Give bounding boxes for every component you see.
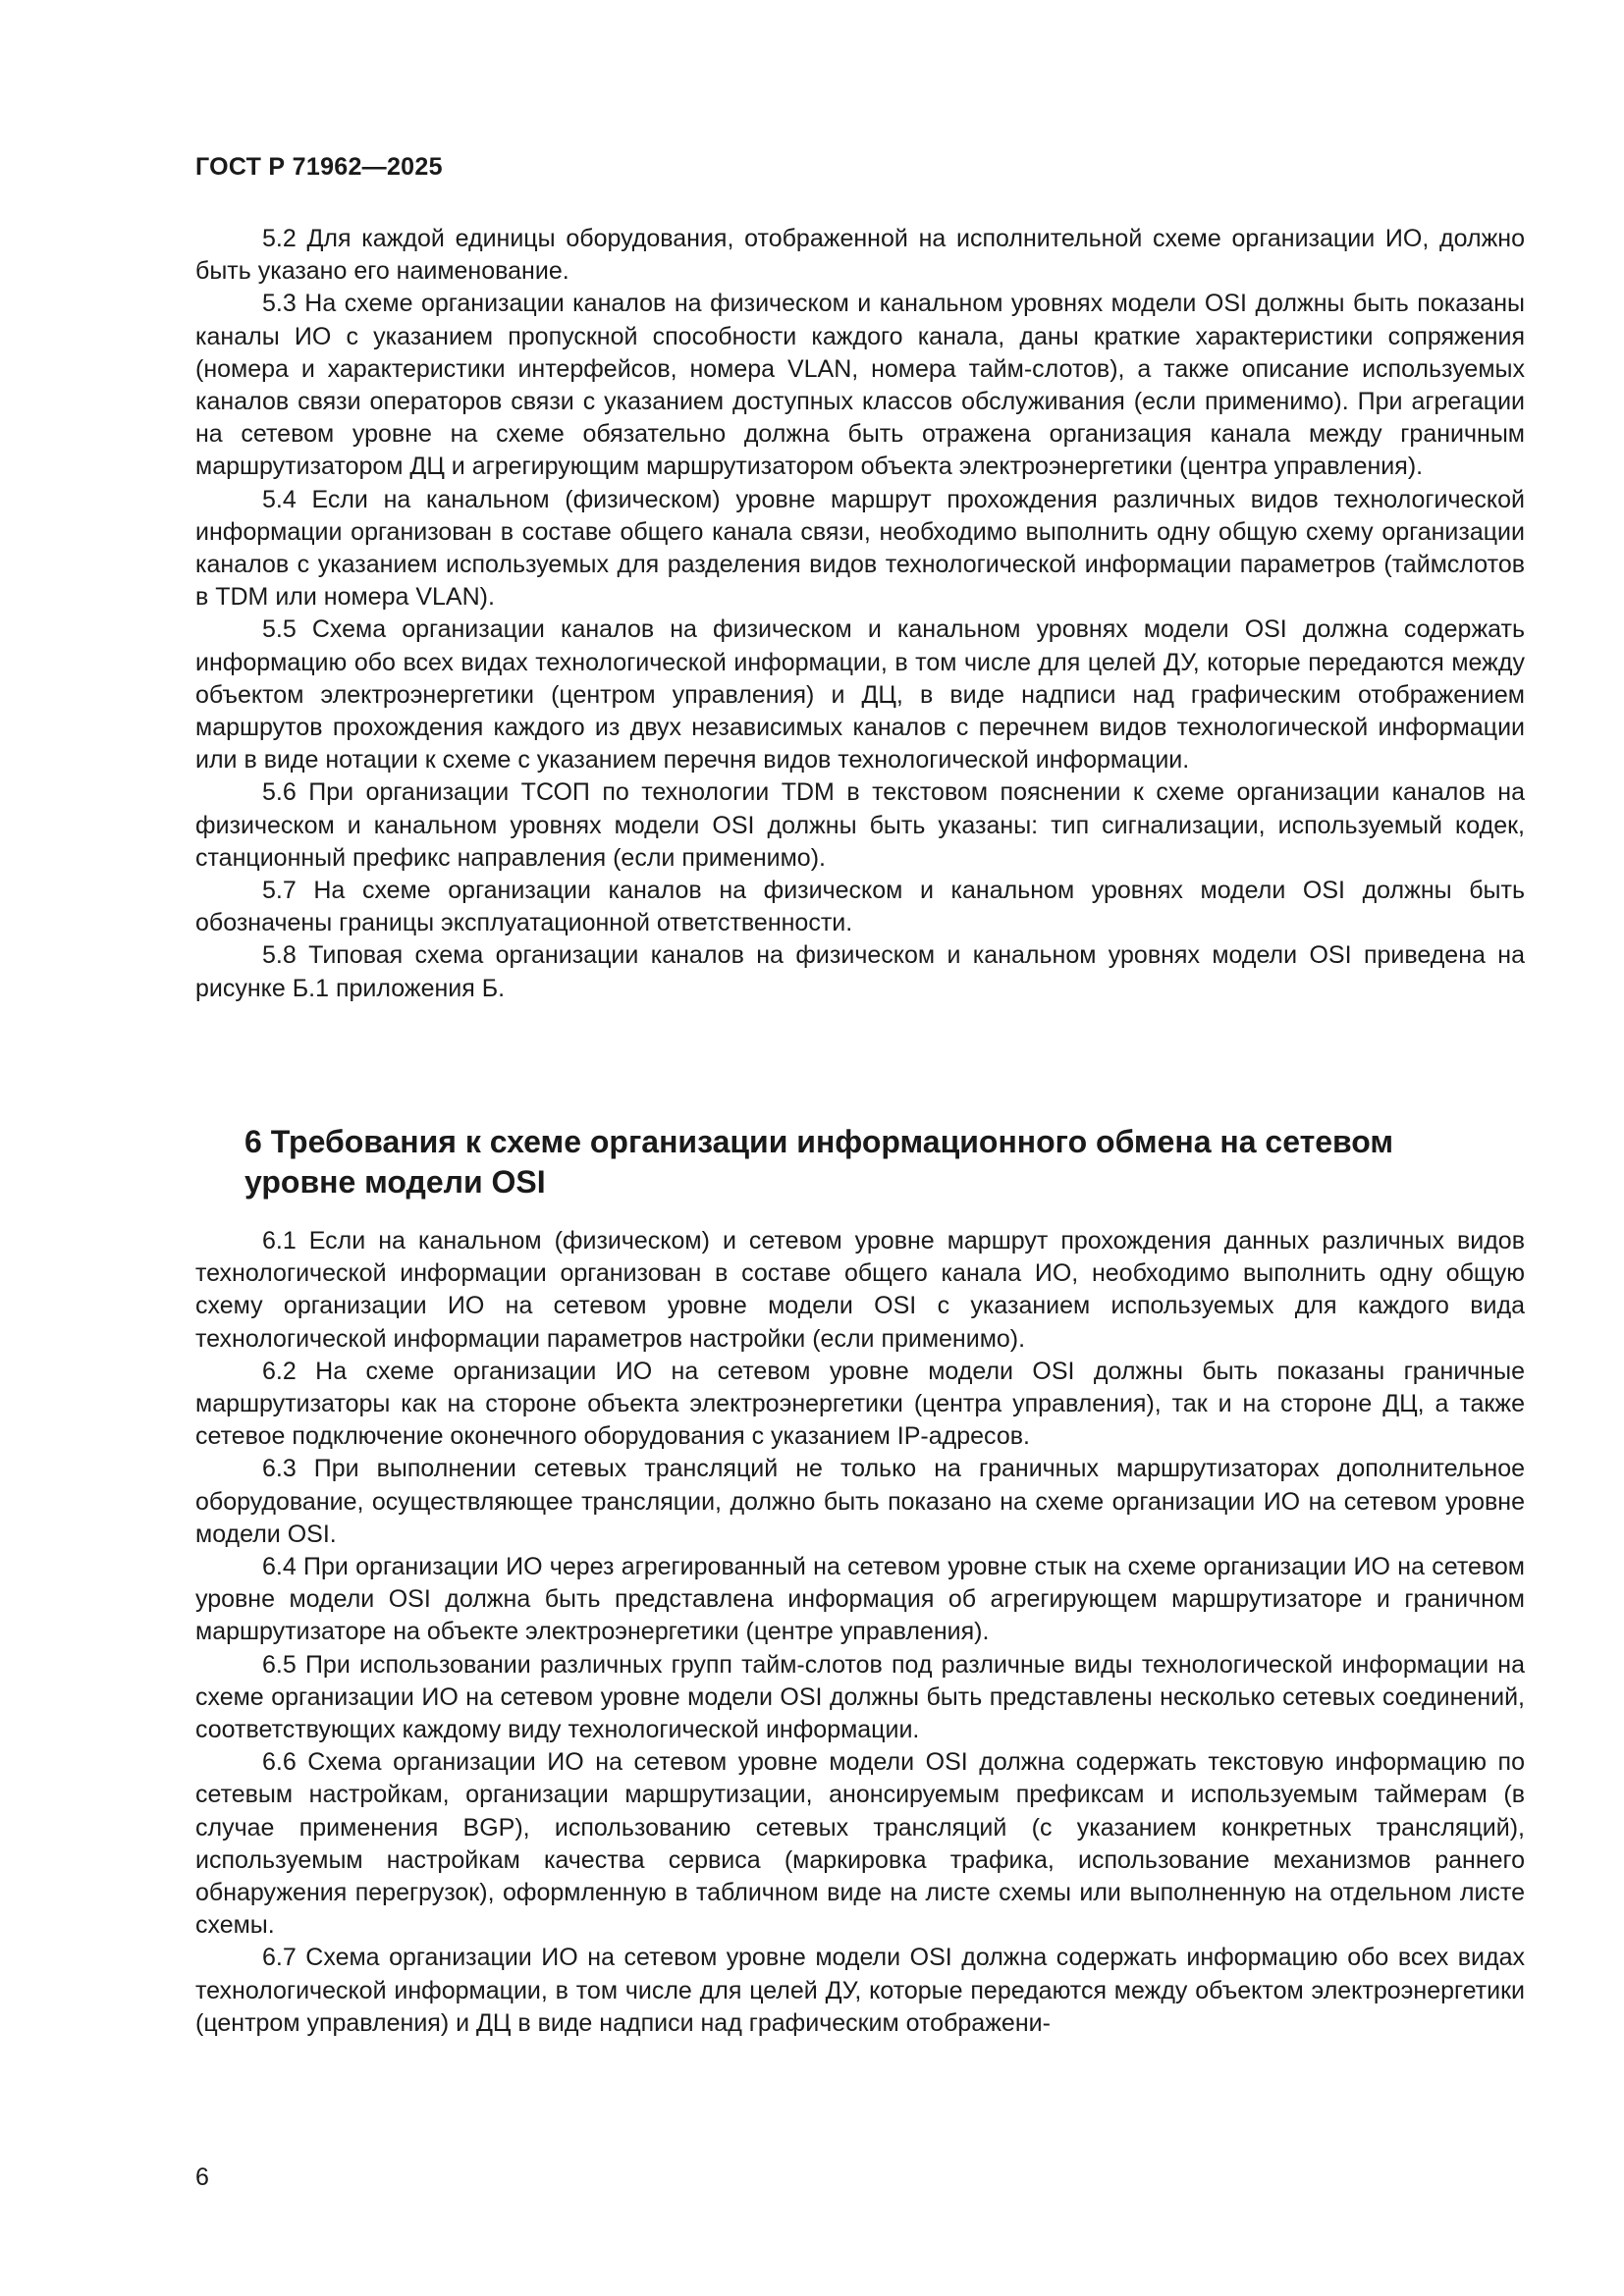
paragraph-6-3: 6.3 При выполнении сетевых трансляций не только на граничных маршрутизаторах дополнительное оборудование, осуществляющее трансляции, должно быть показано на схеме организации ИО на сетевом уровне модели OSI. [195,1455,1525,1548]
paragraph-5-7: 5.7 На схеме организации каналов на физическом и канальном уровнях модели OSI должны быть обозначены границы эксплуатационной ответственности. [195,877,1525,937]
paragraph-5-5: 5.5 Схема организации каналов на физическом и канальном уровнях модели OSI должна содержать информацию обо всех видах технологической информации, в том числе для целей ДУ, которые передаются между объектом электроэнергетики (центром управления) и ДЦ, в виде надписи над графическим отображением маршрутов прохождения каждого из двух независимых каналов с перечнем видов технологической информации или в виде нотации к схеме с указанием перечня видов технологической информации. [195,615,1525,774]
paragraph-6-1: 6.1 Если на канальном (физическом) и сетевом уровне маршрут прохождения данных различных видов технологической информации организован в составе общего канала ИО, необходимо выполнить одну общую схему организации ИО на сетевом уровне модели OSI с указанием используемых для каждого вида технологической информации параметров настройки (если применимо). [195,1227,1525,1353]
paragraph-5-8: 5.8 Типовая схема организации каналов на физическом и канальном уровнях модели OSI приведена на рисунке Б.1 приложения Б. [195,941,1525,1002]
paragraph-5-2: 5.2 Для каждой единицы оборудования, отображенной на исполнительной схеме организации ИО, должно быть указано его наименование. [195,225,1525,286]
paragraph-5-4: 5.4 Если на канальном (физическом) уровне маршрут прохождения различных видов технологической информации организован в составе общего канала связи, необходимо выполнить одну общую схему организации каналов с указанием используемых для разделения видов технологической информации параметров (таймслотов в TDM или номера VLAN). [195,485,1525,612]
paragraph-5-3: 5.3 На схеме организации каналов на физическом и канальном уровнях модели OSI должны быть показаны каналы ИО с указанием пропускной способности каждого канала, даны краткие характеристики сопряжения (номера и характеристики интерфейсов, номера VLAN, номера тайм-слотов), а также описание используемых каналов связи операторов связи с указанием доступных классов обслуживания (если применимо). При агрегации на сетевом уровне на схеме обязательно должна быть отражена организация канала между граничным маршрутизатором ДЦ и агрегирующим маршрутизатором объекта электроэнергетики (центра управления). [195,290,1525,481]
section-5-text [195,223,1525,1005]
page-number: 6 [195,2163,209,2191]
paragraph-6-5: 6.5 При использовании различных групп тайм-слотов под различные виды технологической информации на схеме организации ИО на сетевом уровне модели OSI должны быть представлены несколько сетевых соединений, соответствующих каждому виду технологической информации. [195,1650,1525,1744]
paragraph-6-4: 6.4 При организации ИО через агрегированный на сетевом уровне стык на схеме организации ИО на сетевом уровне модели OSI должна быть представлена информация об агрегирующем маршрутизаторе и граничном маршрутизаторе на объекте электроэнергетики (центре управления). [195,1553,1525,1646]
section-6-text [195,1225,1525,2040]
section-6-title: 6 Требования к схеме организации информационного обмена на сетевом уровне модели OSI [244,1124,1394,1200]
paragraph-5-6: 5.6 При организации ТСОП по технологии TDM в текстовом пояснении к схеме организации каналов на физическом и канальном уровнях модели OSI должны быть указаны: тип сигнализации, используемый кодек, станционный префикс направления (если применимо). [195,778,1525,872]
paragraph-6-6: 6.6 Схема организации ИО на сетевом уровне модели OSI должна содержать текстовую информацию по сетевым настройкам, организации маршрутизации, анонсируемым префиксам и используемым таймерам (в случае применения BGP), использованию сетевых трансляций (с указанием конкретных трансляций), используемым настройкам качества сервиса (маркировка трафика, использование механизмов раннего обнаружения перегрузок), оформленную в табличном виде на листе схемы или выполненную на отдельном листе схемы. [195,1748,1525,1940]
standard-header: ГОСТ Р 71962—2025 [195,153,443,181]
paragraph-6-7: 6.7 Схема организации ИО на сетевом уровне модели OSI должна содержать информацию обо всех видах технологической информации, в том числе для целей ДУ, которые передаются между объектом электроэнергетики (центром управления) и ДЦ в виде надписи над графическим отображени- [195,1944,1525,2037]
paragraph-6-2: 6.2 На схеме организации ИО на сетевом уровне модели OSI должны быть показаны граничные маршрутизаторы как на стороне объекта электроэнергетики (центра управления), так и на стороне ДЦ, а также сетевое подключение оконечного оборудования с указанием IP-адресов. [195,1357,1525,1451]
